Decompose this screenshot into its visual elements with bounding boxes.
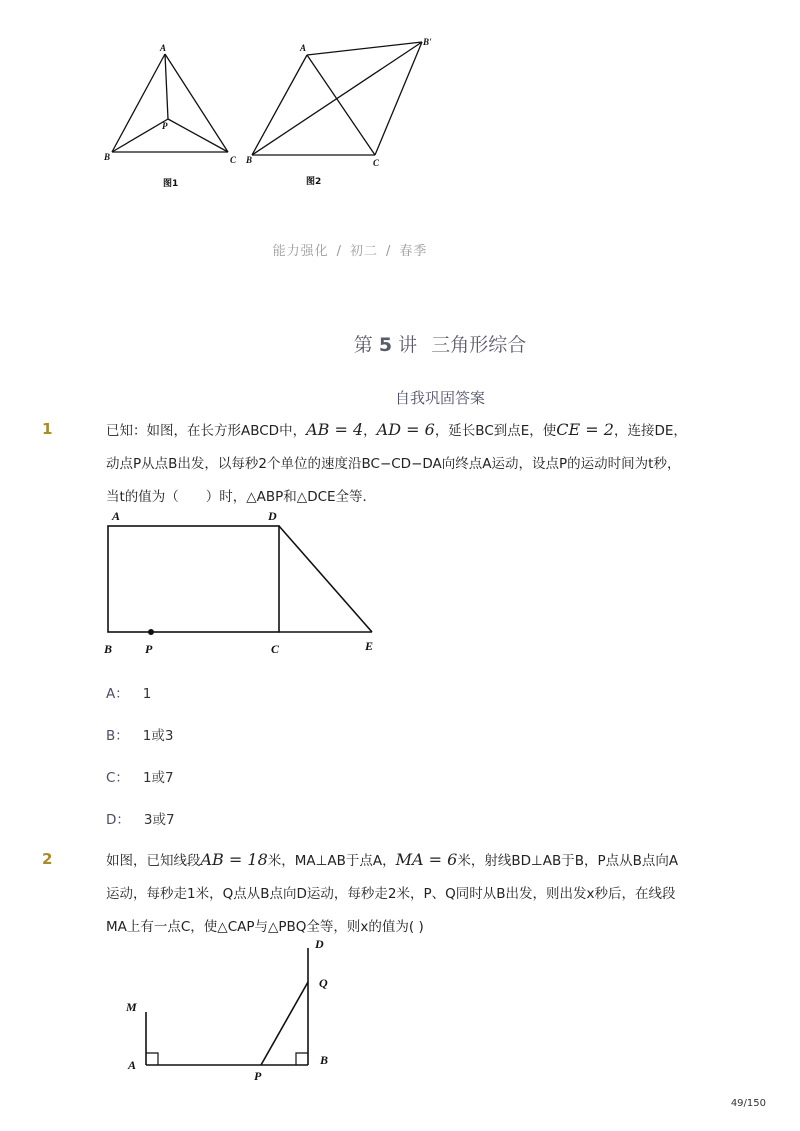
question-1-number: 1 [42, 420, 53, 438]
q1-label-d: D [268, 509, 277, 523]
question-2-figure [120, 935, 340, 1085]
fig1-label-a: A [160, 43, 167, 53]
math-ad: AD = 6 [376, 420, 435, 439]
breadcrumb-item: 初二 [349, 244, 378, 259]
option-a[interactable] [106, 682, 151, 702]
fig1-label-p: P [162, 121, 168, 131]
figure-2 [240, 20, 440, 190]
question-2-number: 2 [42, 850, 53, 868]
question-1-figure [100, 505, 390, 665]
q2-label-p: P [254, 1069, 262, 1083]
fig2-label-bprime: B' [423, 37, 432, 47]
fig1-label-b: B [104, 152, 111, 162]
question-2-line-1 [106, 843, 726, 878]
fig2-caption: 图2 [306, 177, 322, 187]
fig1-caption: 图1 [163, 179, 179, 189]
breadcrumb-item: 春季 [399, 244, 428, 259]
text-run: 如图，已知线段 [106, 853, 201, 869]
lecture-topic: 三角形综合 [431, 334, 527, 356]
figure-1 [100, 38, 253, 198]
option-c[interactable] [106, 766, 174, 786]
q2-label-b: B [320, 1053, 329, 1067]
q2-label-q: Q [319, 976, 328, 990]
point-p [148, 629, 154, 635]
fig1-label-c: C [230, 155, 237, 165]
section-title: 自我巩固答案 [394, 389, 485, 407]
option-letter: D： [106, 812, 130, 828]
option-text: 1 [142, 686, 152, 702]
q2-label-d: D [315, 937, 324, 951]
fig2-label-a: A [300, 43, 307, 53]
page-number: 49/150 [730, 1098, 766, 1109]
q1-label-a: A [112, 509, 121, 523]
q2-label-a: A [128, 1058, 137, 1072]
breadcrumb [0, 240, 700, 259]
breadcrumb-item: 能力强化 [272, 244, 329, 259]
option-d[interactable] [106, 808, 175, 828]
fig2-label-b: B [246, 155, 253, 165]
lecture-title [0, 330, 800, 357]
text-run: ，连接DE， [613, 423, 687, 439]
question-2-text [106, 843, 726, 944]
option-text: 1或7 [142, 770, 174, 786]
text-run: ，延长BC到点E，使 [434, 423, 557, 439]
q2-label-m: M [126, 1000, 137, 1014]
breadcrumb-separator: / [336, 244, 342, 259]
option-b[interactable] [106, 724, 173, 744]
lecture-number: 5 [378, 334, 393, 356]
math-ce: CE = 2 [556, 420, 614, 439]
question-1-line-1 [106, 413, 726, 448]
option-text: 1或3 [142, 728, 174, 744]
text-run: 已知：如图，在长方形ABCD中， [106, 423, 307, 439]
option-letter: A： [106, 686, 129, 702]
option-letter: C： [106, 770, 129, 786]
question-1-text [106, 413, 726, 514]
q1-label-e: E [365, 639, 374, 653]
option-text: 3或7 [143, 812, 175, 828]
question-2-line-3: MA上有一点C，使△CAP与△PBQ全等，则x的值为( ) [106, 919, 424, 935]
q1-label-c: C [271, 642, 280, 656]
question-2-line-2: 运动，每秒走1米，Q点从B点向D运动，每秒走2米，P、Q同时从B出发，则出发x秒后，在线段 [106, 886, 676, 902]
question-1-line-3: 当t的值为（ ）时，△ABP和△DCE全等． [106, 489, 377, 505]
q1-label-p: P [145, 642, 153, 656]
math-ma: MA = 6 [395, 850, 458, 869]
math-ab: AB = 18 [200, 850, 268, 869]
text-run: 米，射线BD⊥AB于B，P点从B点向A [457, 853, 679, 869]
math-ab: AB = 4 [306, 420, 364, 439]
text-run: 米，MA⊥AB于点A， [267, 853, 396, 869]
lecture-suffix: 讲 [398, 334, 418, 356]
question-1-line-2: 动点P从点B出发，以每秒2个单位的速度沿BC−CD−DA向终点A运动，设点P的运动时间为t秒， [106, 456, 681, 472]
breadcrumb-separator: / [386, 244, 392, 259]
lecture-prefix: 第 [353, 334, 373, 356]
fig2-label-c: C [373, 158, 380, 168]
option-letter: B： [106, 728, 129, 744]
text-run: ， [363, 423, 377, 439]
q1-label-b: B [104, 642, 113, 656]
